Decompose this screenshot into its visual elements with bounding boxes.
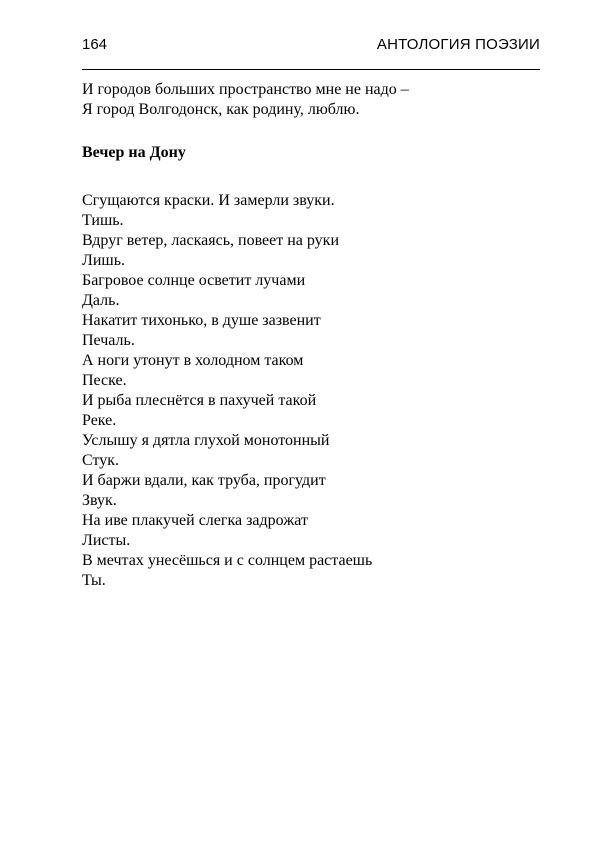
poem-line: И рыба плеснётся в пахучей такой xyxy=(82,392,317,409)
poem-body xyxy=(82,191,540,591)
poem-line: А ноги утонут в холодном таком xyxy=(82,352,304,369)
poem-line: Звук. xyxy=(82,492,117,509)
poem-line: Листы. xyxy=(82,532,131,549)
poem-line: Песке. xyxy=(82,372,127,389)
poem-line: Лишь. xyxy=(82,252,126,269)
poem-line: Даль. xyxy=(82,292,120,309)
poem-line: Печаль. xyxy=(82,332,135,349)
poem-title: Вечер на Дону xyxy=(82,144,186,161)
poem-line: Стук. xyxy=(82,452,120,469)
poem-line: И баржи вдали, как труба, прогудит xyxy=(82,472,326,489)
running-title: АНТОЛОГИЯ ПОЭЗИИ xyxy=(376,36,540,53)
page-header xyxy=(82,36,540,60)
poem-line: На иве плакучей слегка задрожат xyxy=(82,512,308,529)
page-number: 164 xyxy=(82,36,108,53)
poem-line: И городов больших пространство мне не надо – xyxy=(82,81,409,98)
poem-line: Услышу я дятла глухой монотонный xyxy=(82,432,330,449)
previous-poem-ending xyxy=(82,80,540,120)
poem-line: Тишь. xyxy=(82,212,124,229)
poem-line: Ты. xyxy=(82,572,106,589)
poem-line: Сгущаются краски. И замерли звуки. xyxy=(82,192,335,209)
page-body xyxy=(82,80,540,591)
poem-line: Вдруг ветер, ласкаясь, повеет на руки xyxy=(82,232,340,249)
poem-line: Багровое солнце осветит лучами xyxy=(82,272,306,289)
poem-line: Накатит тихонько, в душе зазвенит xyxy=(82,312,321,329)
poem-line: Я город Волгодонск, как родину, люблю. xyxy=(82,101,360,118)
poem-line: В мечтах унесёшься и с солнцем растаешь xyxy=(82,552,373,569)
poem-line: Реке. xyxy=(82,412,117,429)
header-divider xyxy=(82,69,540,70)
